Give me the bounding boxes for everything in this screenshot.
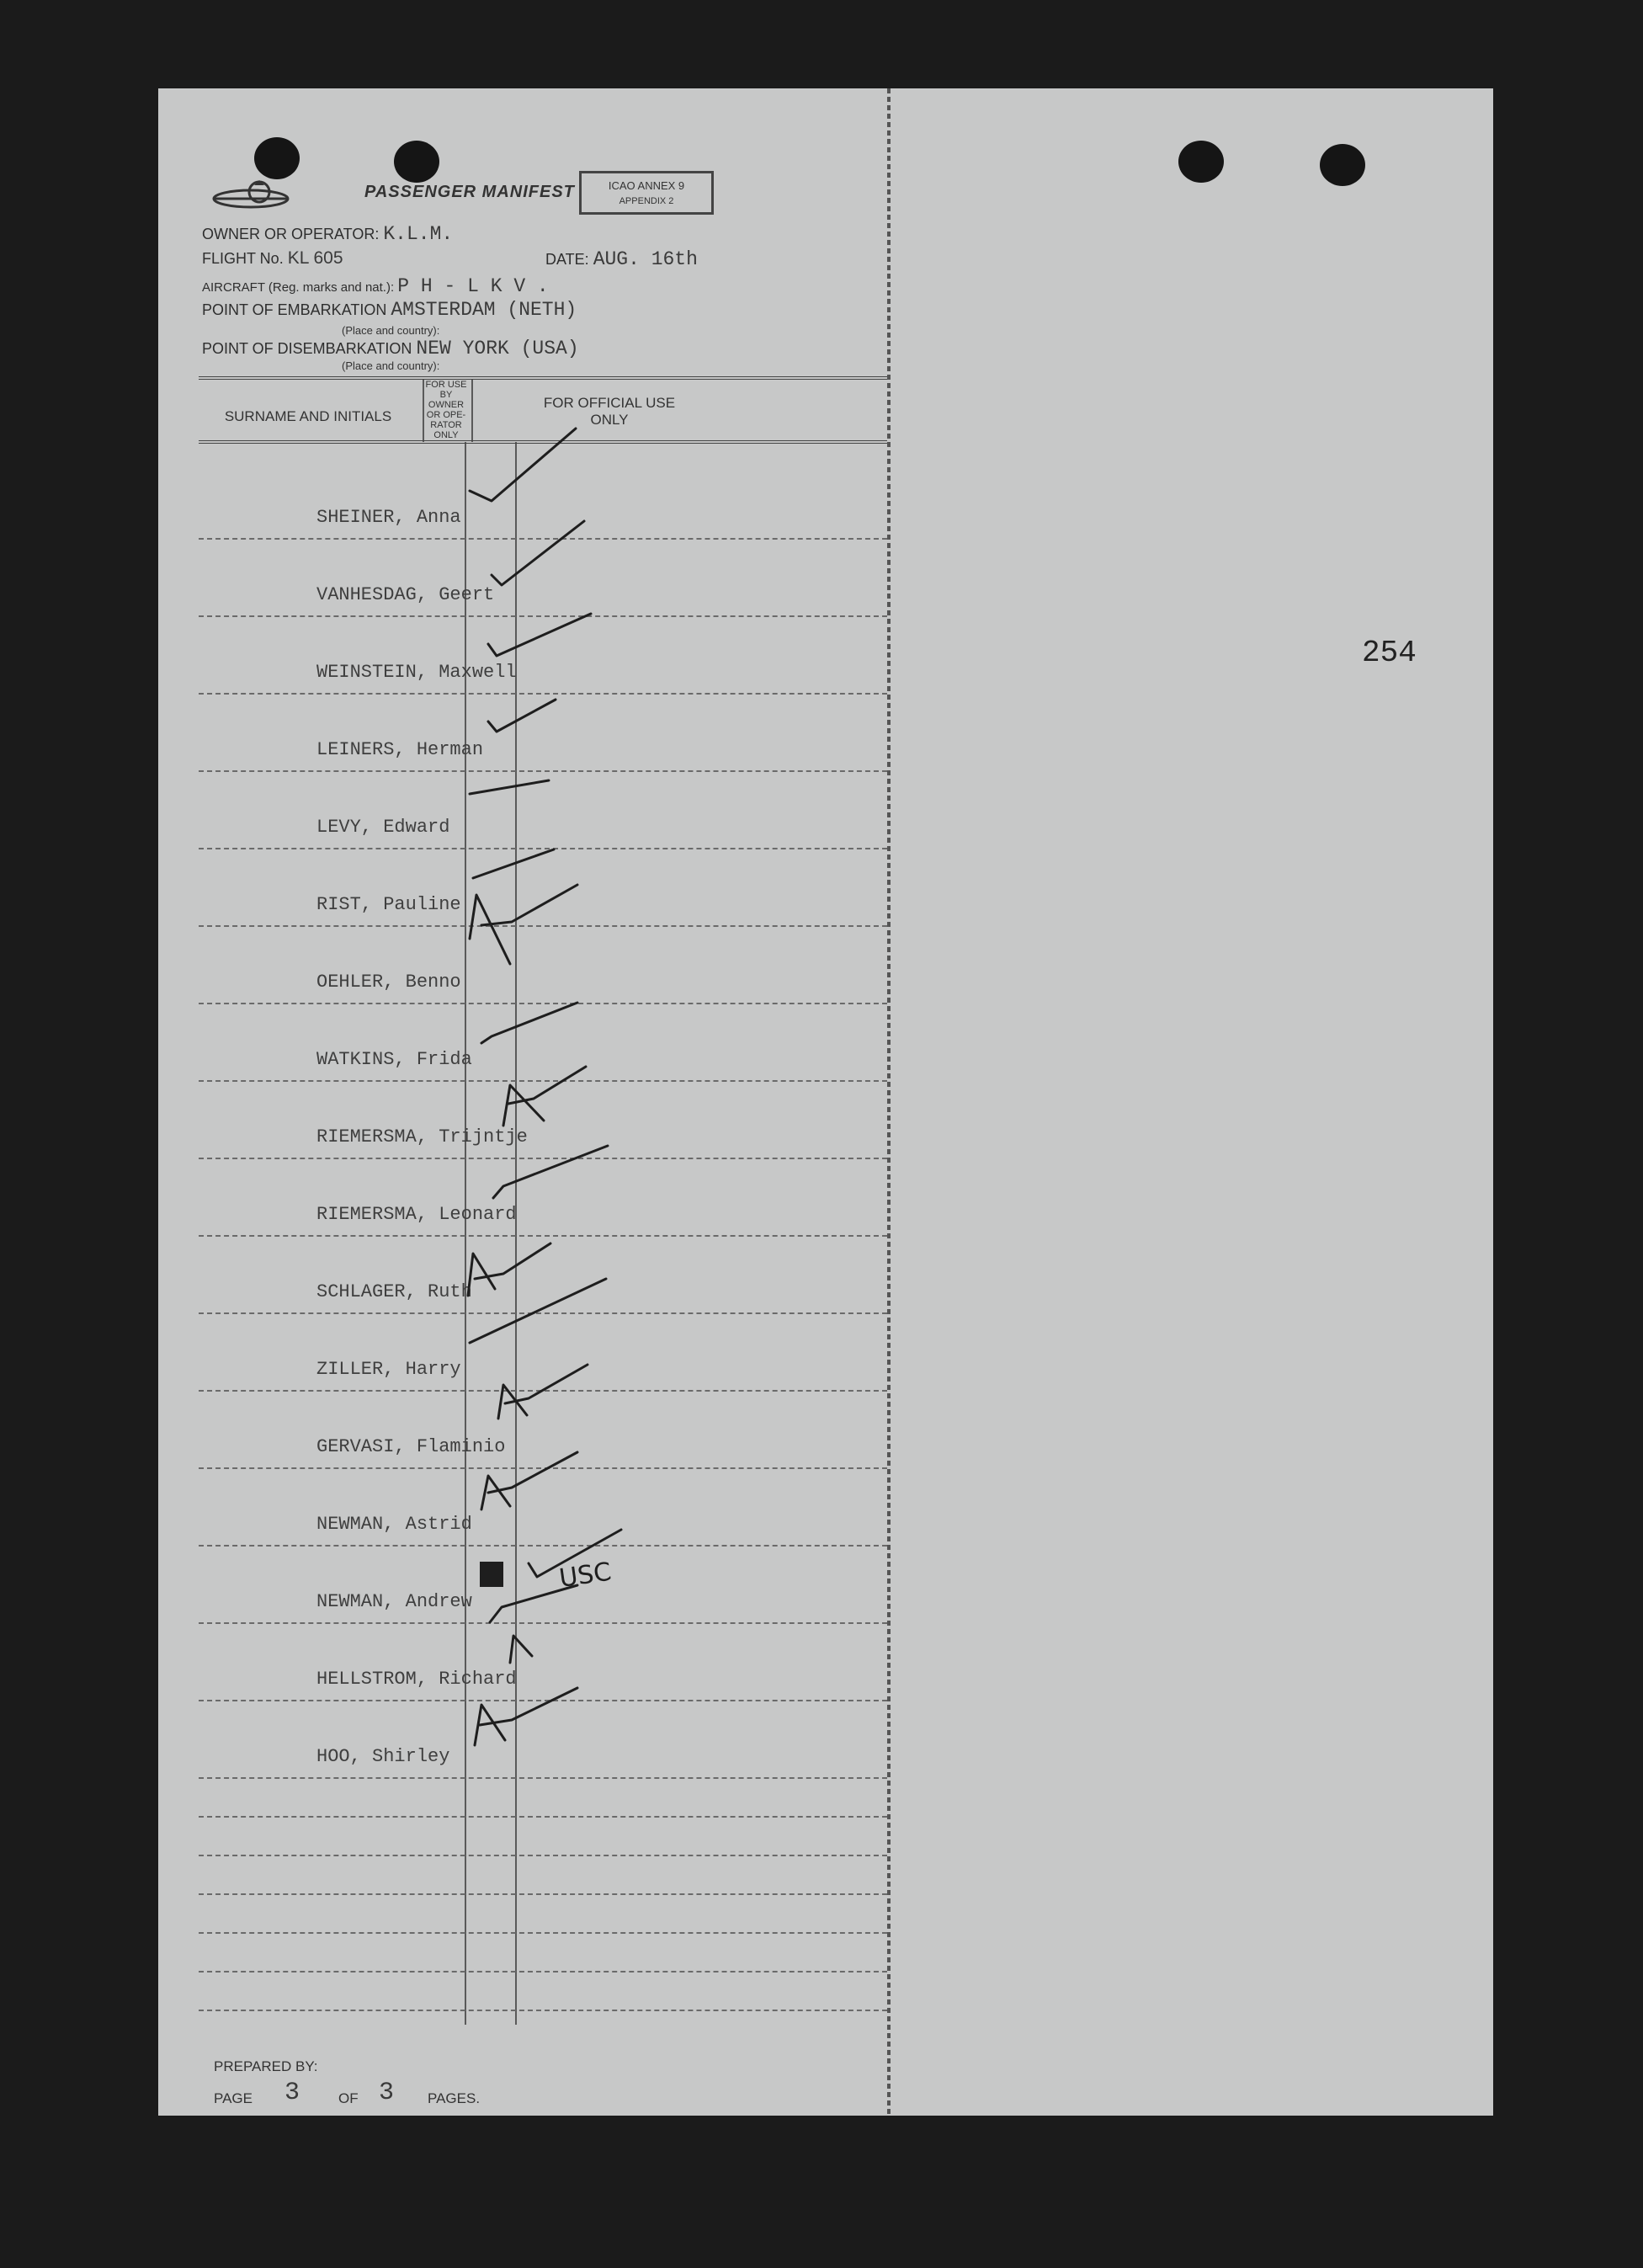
passenger-row <box>199 540 887 617</box>
passenger-name: WATKINS, Frida <box>316 1049 472 1070</box>
passenger-row <box>199 849 887 927</box>
punch-hole <box>1320 144 1365 186</box>
passenger-name: LEVY, Edward <box>316 817 450 838</box>
passenger-name: VANHESDAG, Geert <box>316 584 495 605</box>
sheet-divider <box>887 88 891 2116</box>
page-total: 3 <box>379 2079 395 2107</box>
passenger-row <box>199 1314 887 1392</box>
passenger-name: RIEMERSMA, Leonard <box>316 1204 517 1225</box>
blank-row <box>199 1973 887 2011</box>
blank-row <box>199 1818 887 1856</box>
icao-reference-box <box>579 171 714 215</box>
passenger-name: NEWMAN, Andrew <box>316 1591 472 1612</box>
punch-hole <box>1178 141 1224 183</box>
of-label: OF <box>338 2090 359 2106</box>
embarkation-row <box>202 299 577 321</box>
date-row <box>545 248 698 270</box>
passenger-row <box>199 1237 887 1314</box>
date-label: DATE: <box>545 251 589 268</box>
header-rule <box>199 376 887 380</box>
passenger-row <box>199 462 887 540</box>
stamp-number: 254 <box>1362 636 1417 670</box>
aircraft-value: P H - L K V . <box>397 275 549 297</box>
aircraft-label: AIRCRAFT (Reg. marks and nat.): <box>202 280 395 295</box>
passenger-name: SCHLAGER, Ruth <box>316 1281 472 1302</box>
column-header-rule <box>199 440 887 444</box>
usc-note: USC <box>557 1557 614 1594</box>
owner-value: K.L.M. <box>383 223 454 245</box>
col-official-use-header <box>525 395 694 429</box>
passenger-name: HELLSTROM, Richard <box>316 1669 517 1690</box>
passenger-name: HOO, Shirley <box>316 1746 450 1767</box>
klm-logo-icon <box>210 177 291 219</box>
passenger-name: LEINERS, Herman <box>316 739 484 760</box>
disembarkation-value: NEW YORK (USA) <box>416 338 579 359</box>
passenger-row <box>199 617 887 695</box>
col-owner-use-header: FOR USE BY OWNER OR OPE- RATOR ONLY <box>425 380 467 440</box>
date-value: AUG. 16th <box>593 248 698 270</box>
icao-appendix-line: APPENDIX 2 <box>619 196 674 206</box>
aircraft-row <box>202 275 549 297</box>
passenger-row <box>199 927 887 1004</box>
pages-label: PAGES. <box>428 2090 481 2106</box>
passenger-name: ZILLER, Harry <box>316 1359 461 1380</box>
icao-annex-line: ICAO ANNEX 9 <box>608 179 685 192</box>
passenger-row <box>199 1392 887 1469</box>
passenger-name: OEHLER, Benno <box>316 972 461 993</box>
col-surname-header: SURNAME AND INITIALS <box>224 408 392 424</box>
owner-row <box>202 223 453 245</box>
passenger-name: WEINSTEIN, Maxwell <box>316 662 517 683</box>
passenger-name: GERVASI, Flaminio <box>316 1436 506 1457</box>
passenger-row <box>199 1159 887 1237</box>
embarkation-value: AMSTERDAM (NETH) <box>391 299 577 321</box>
blank-row <box>199 1934 887 1973</box>
passenger-row <box>199 695 887 772</box>
flight-value: KL 605 <box>287 248 343 268</box>
flight-row <box>202 248 343 269</box>
passenger-row <box>199 1624 887 1701</box>
blank-row <box>199 1895 887 1934</box>
passenger-row <box>199 1469 887 1547</box>
disembarkation-label: POINT OF DISEMBARKATION <box>202 340 412 357</box>
manifest-form <box>158 88 887 2116</box>
blank-row <box>199 1856 887 1895</box>
passenger-name: NEWMAN, Astrid <box>316 1514 472 1535</box>
passenger-name: RIST, Pauline <box>316 894 461 915</box>
passenger-name: SHEINER, Anna <box>316 507 461 528</box>
official-use-only-line: ONLY <box>590 412 629 428</box>
embarkation-label: POINT OF EMBARKATION <box>202 301 387 318</box>
passenger-row <box>199 1004 887 1082</box>
flight-label: FLIGHT No. <box>202 250 284 267</box>
passenger-row <box>199 772 887 849</box>
place-country-note: (Place and country): <box>342 324 440 337</box>
passenger-row <box>199 1082 887 1159</box>
manifest-sheet <box>158 88 1493 2116</box>
owner-label: OWNER OR OPERATOR: <box>202 226 380 242</box>
place-country-note: (Place and country): <box>342 359 440 372</box>
passenger-row <box>199 1547 887 1624</box>
passenger-row <box>199 1701 887 1779</box>
manifest-title: PASSENGER MANIFEST <box>364 183 575 201</box>
page-current: 3 <box>284 2079 300 2107</box>
passenger-name: RIEMERSMA, Trijntje <box>316 1126 528 1147</box>
prepared-by-label: PREPARED BY: <box>214 2058 318 2074</box>
disembarkation-row <box>202 338 579 359</box>
col-divider <box>471 380 473 442</box>
blank-row <box>199 1779 887 1818</box>
page-label: PAGE <box>214 2090 253 2106</box>
official-use-line: FOR OFFICIAL USE <box>543 395 676 411</box>
col-divider <box>423 380 424 442</box>
